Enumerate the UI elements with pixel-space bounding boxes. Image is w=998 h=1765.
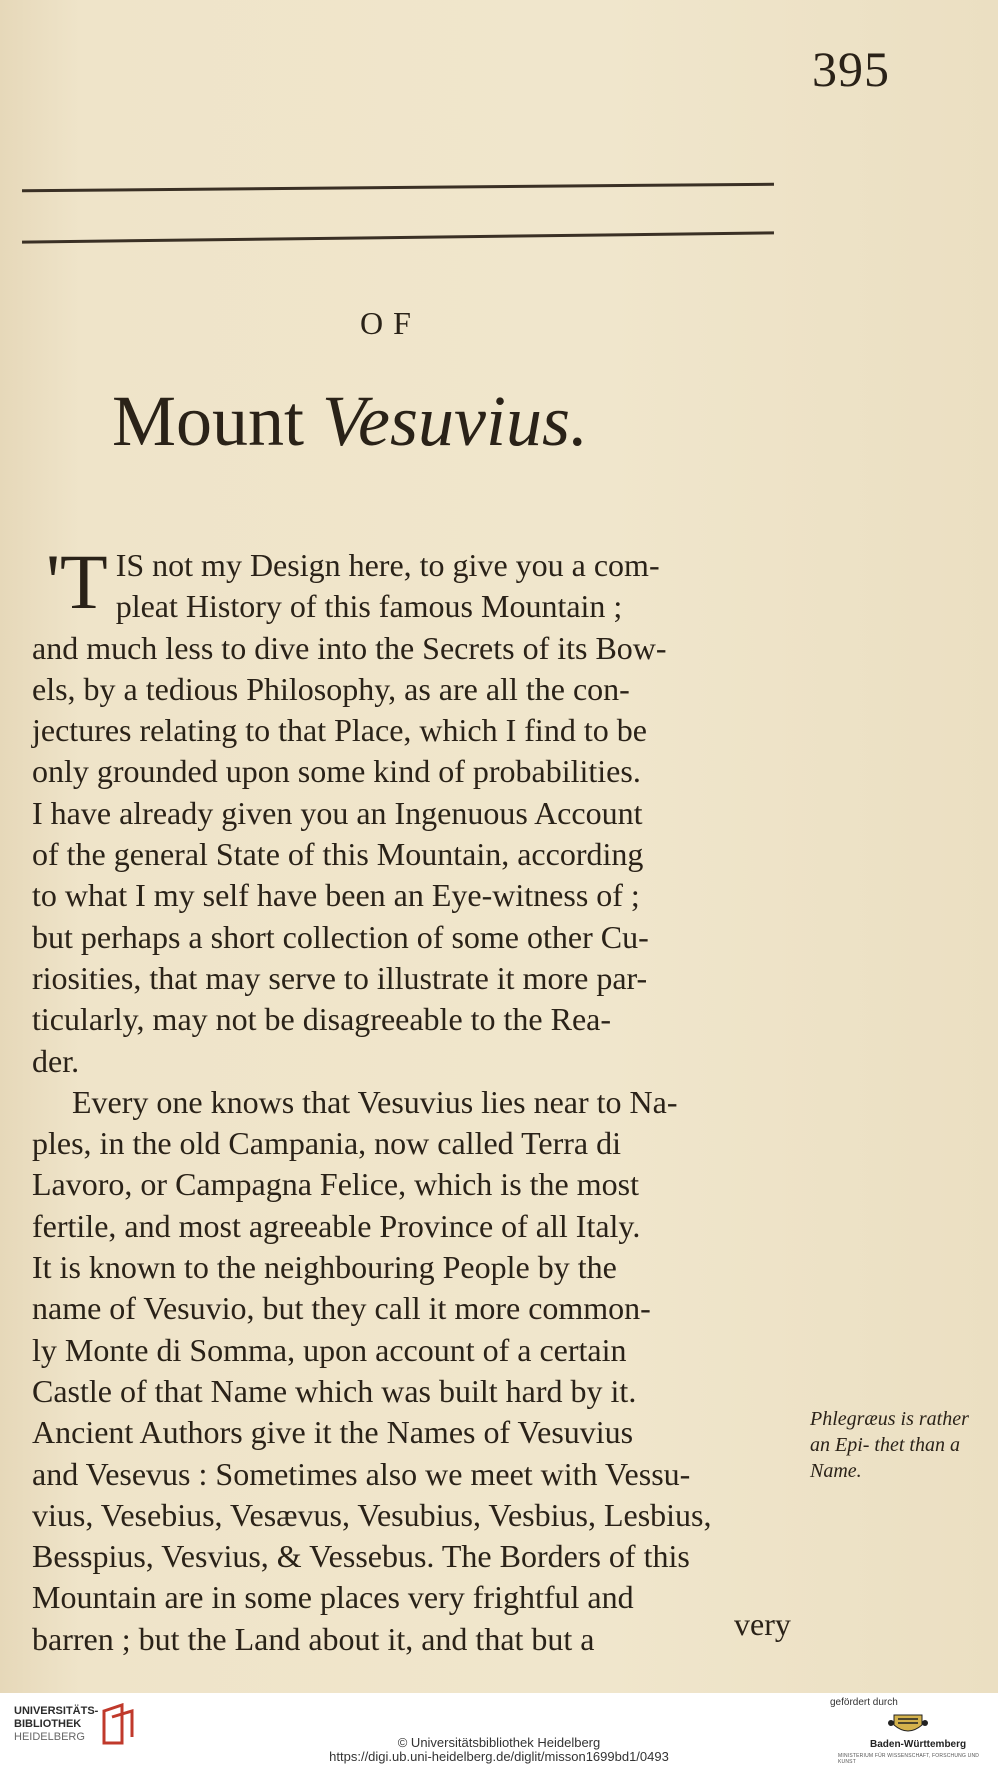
header-rule-bottom bbox=[22, 231, 774, 243]
text-line: Besspius, Vesvius, & Vessebus. The Borders of this bbox=[32, 1538, 690, 1575]
text-line: barren ; but the Land about it, and that but a bbox=[32, 1620, 595, 1657]
text-line: riosities, that may serve to illustrate it more par- bbox=[32, 959, 648, 996]
catchword: very bbox=[734, 1606, 791, 1642]
sponsor-ministry: MINISTERIUM FÜR WISSENSCHAFT, FORSCHUNG UND KUNST bbox=[838, 1753, 980, 1765]
text-line: name of Vesuvio, but they call it more common- bbox=[32, 1290, 651, 1327]
permalink[interactable]: https://digi.ub.uni-heidelberg.de/diglit/misson1699bd1/0493 bbox=[329, 1749, 669, 1764]
text-line: Castle of that Name which was built hard by it. bbox=[32, 1372, 637, 1409]
text-line: fertile, and most agreeable Province of all Italy. bbox=[32, 1207, 641, 1244]
sponsor-name: Baden-Württemberg bbox=[870, 1739, 967, 1750]
coat-of-arms-icon bbox=[888, 1711, 928, 1737]
text-line: I have already given you an Ingenuous Account bbox=[32, 794, 643, 831]
body-text bbox=[32, 538, 802, 1660]
text-line: only grounded upon some kind of probabilities. bbox=[32, 753, 641, 790]
library-name-line: UNIVERSITÄTS- bbox=[14, 1705, 99, 1717]
text-line: ly Monte di Somma, upon account of a certain bbox=[32, 1331, 627, 1368]
text-line: IS not my Design here, to give you a com- bbox=[115, 547, 660, 583]
library-name-line: BIBLIOTHEK bbox=[14, 1718, 82, 1730]
library-name-line: HEIDELBERG bbox=[14, 1731, 85, 1743]
text-line: and much less to dive into the Secrets of its Bow- bbox=[32, 629, 667, 666]
text-line: jectures relating to that Place, which I find to be bbox=[32, 712, 647, 749]
text-line: but perhaps a short collection of some other Cu- bbox=[32, 918, 649, 955]
title-plain: Mount bbox=[112, 381, 305, 461]
text-line: ticularly, may not be disagreeable to the Rea- bbox=[32, 1001, 612, 1038]
paragraph-1 bbox=[32, 538, 802, 1082]
margin-note: Phlegræus is rather an Epi- thet than a Name. bbox=[810, 1408, 969, 1482]
text-line: Mountain are in some places very frightful and bbox=[32, 1579, 634, 1616]
text-line: It is known to the neighbouring People by the bbox=[32, 1249, 617, 1286]
text-line: to what I my self have been an Eye-witness of ; bbox=[32, 877, 640, 914]
text-line: vius, Vesebius, Vesævus, Vesubius, Vesbius, Lesbius, bbox=[32, 1496, 712, 1533]
text-line: pleat History of this famous Mountain ; bbox=[115, 588, 623, 625]
title-italic: Vesuvius. bbox=[322, 381, 588, 461]
paragraph-2 bbox=[32, 1082, 802, 1123]
text-line: Every one knows that Vesuvius lies near to Na- bbox=[72, 1083, 678, 1120]
text-line: of the general State of this Mountain, according bbox=[32, 836, 644, 873]
text-line: Lavoro, or Campagna Felice, which is the most bbox=[32, 1166, 639, 1203]
text-line: and Vesevus : Sometimes also we meet with Vessu- bbox=[32, 1455, 691, 1492]
page-number: 395 bbox=[812, 41, 890, 97]
header-rule-top bbox=[22, 183, 774, 193]
sponsor-label: gefördert durch bbox=[830, 1697, 898, 1708]
heading-of: OF bbox=[360, 305, 421, 341]
chapter-title bbox=[112, 380, 712, 463]
text-line: els, by a tedious Philosophy, as are all the con- bbox=[32, 670, 630, 707]
drop-cap: 'T bbox=[46, 538, 108, 625]
text-line: der. bbox=[32, 1042, 80, 1079]
footer-bar bbox=[0, 1693, 998, 1765]
copyright-text: © Universitätsbibliothek Heidelberg bbox=[397, 1735, 601, 1750]
paragraph-2-cont bbox=[32, 1123, 802, 1660]
text-line: ples, in the old Campania, now called Terra di bbox=[32, 1125, 621, 1162]
text-line: Ancient Authors give it the Names of Vesuvius bbox=[32, 1414, 634, 1451]
